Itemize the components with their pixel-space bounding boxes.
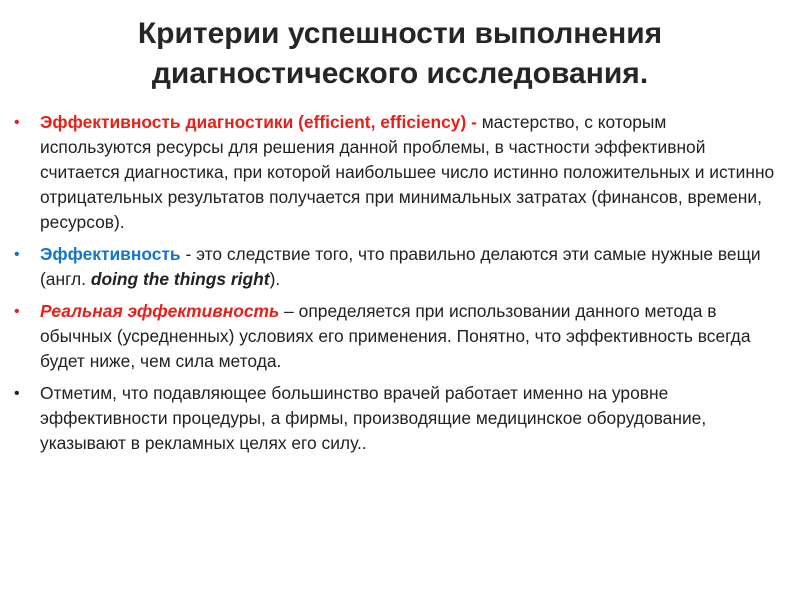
definition-text: мастерство, с которым используются ресурсы для решения данной проблемы, в частности эффективной считается диагностика, при которой наибольшее число истинно положительных и истинно отрицательных результатов получается при минимальных затратах (финансов, времени, ресурсов). — [40, 112, 775, 232]
bullet-marker-blue: • — [14, 246, 20, 263]
term-efficiency: Эффективность — [40, 244, 181, 264]
definition-text: – определяется при использовании данного метода в обычных (усредненных) условиях его применения. Понятно, что эффективность всегда будет ниже, чем сила метода. — [40, 301, 751, 371]
bullet-marker-red: • — [14, 303, 20, 320]
english-emphasis: doing the things right — [90, 269, 270, 289]
bullet-marker-dark: • — [14, 385, 20, 402]
title-line-2 — [40, 54, 760, 94]
definition-text-after: ). — [269, 269, 281, 289]
term-real-efficiency: Реальная эффективность — [40, 301, 280, 321]
bullet-item-real-efficiency — [14, 299, 776, 374]
note-text: Отметим, что подавляющее большинство врачей работает именно на уровне эффективности процедуры, а фирмы, производящие медицинское оборудование, указывают в рекламных целях его силу.. — [40, 383, 707, 453]
bullet-item-efficiency — [14, 242, 776, 292]
slide-title — [40, 14, 760, 94]
title-period: . — [639, 57, 649, 90]
term-efficiency-diagnostics: Эффективность диагностики (efficient, efficiency) - — [40, 112, 477, 132]
title-line-2-text: диагностического исследования — [151, 57, 640, 90]
bullet-list — [14, 110, 776, 463]
bullet-item-efficiency-diagnostics — [14, 110, 776, 235]
definition-text-before: - это следствие того, что правильно делаются эти самые нужные вещи (англ. — [40, 244, 761, 289]
bullet-item-note — [14, 381, 776, 456]
title-line-1: Критерии успешности выполнения — [137, 17, 663, 50]
bullet-marker-red: • — [14, 114, 20, 131]
